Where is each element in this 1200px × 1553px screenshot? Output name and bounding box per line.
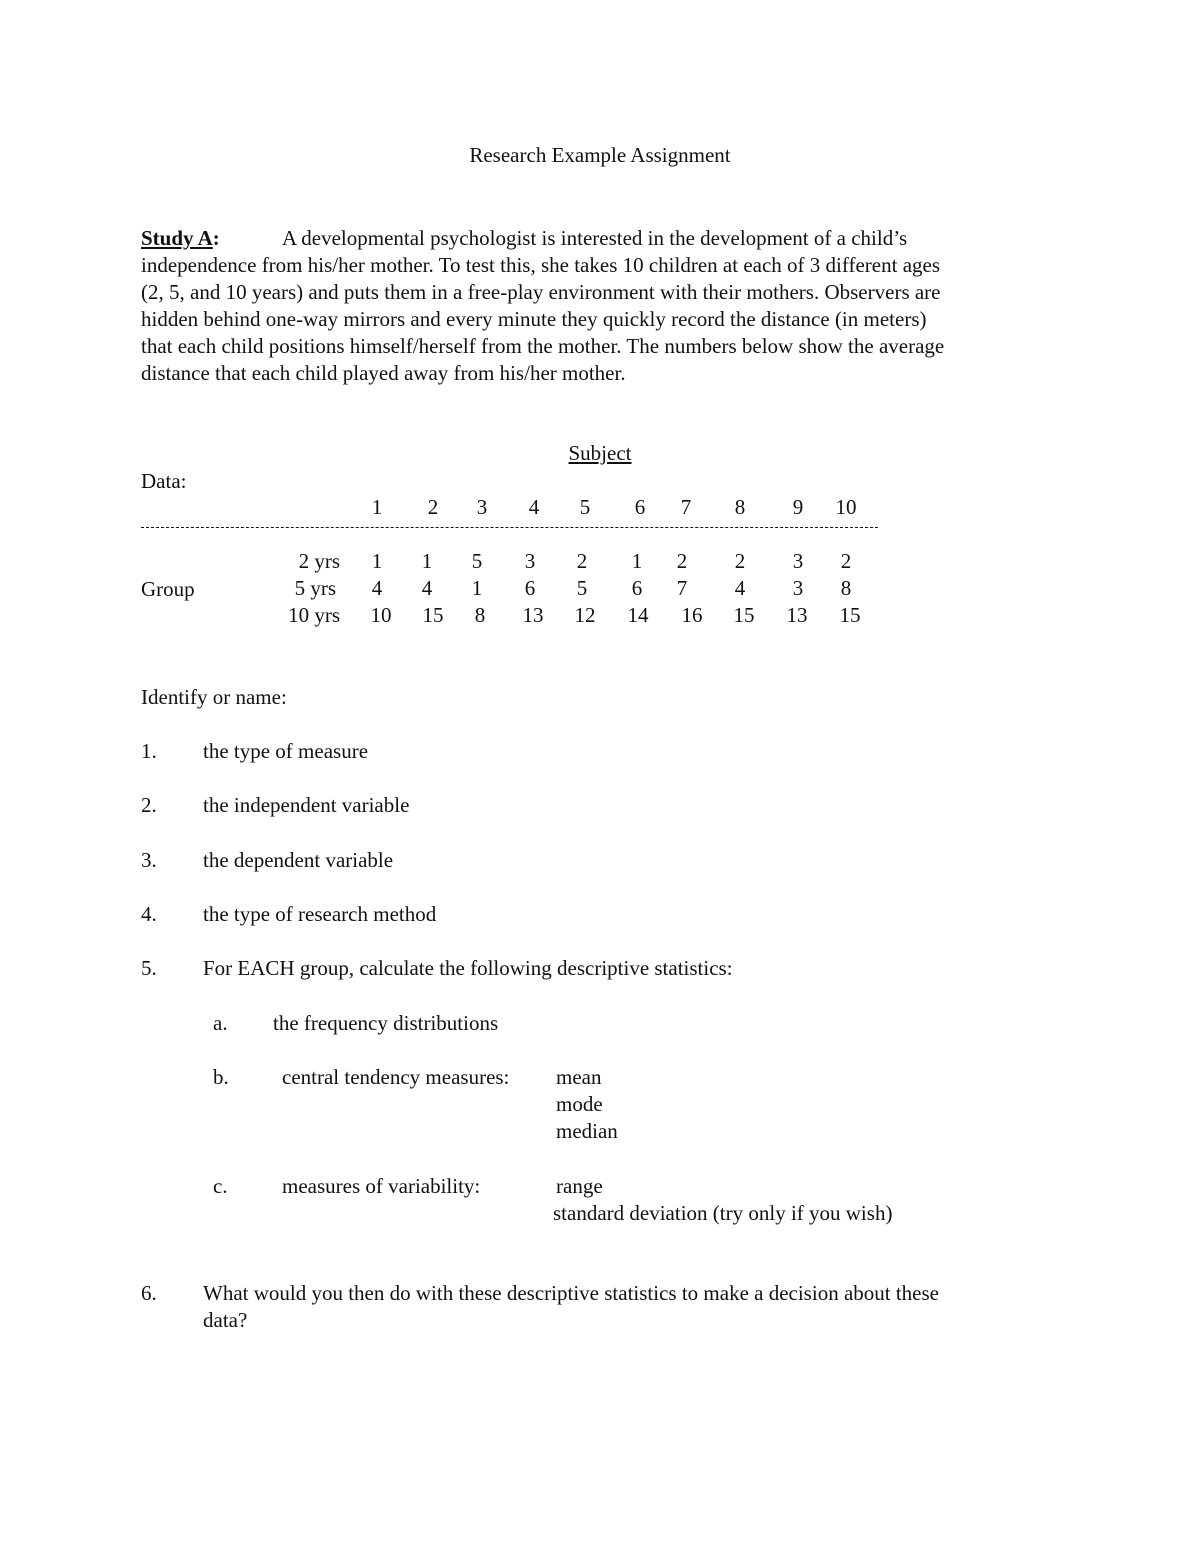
table-cell: 3: [524, 549, 536, 573]
sub-item-value: standard deviation (try only if you wish): [553, 1201, 893, 1225]
table-cell: 15: [733, 603, 755, 627]
group-label: Group: [141, 577, 195, 601]
table-cell: 13: [786, 603, 808, 627]
study-line-2: independence from his/her mother. To test this, she takes 10 children at each of 3 different ages: [141, 253, 941, 277]
subject-number: 6: [634, 495, 646, 519]
table-cell: 7: [676, 576, 688, 600]
study-line: [141, 225, 1061, 252]
table-cell: 1: [471, 576, 483, 600]
sub-item-letter: a.: [213, 1011, 228, 1035]
subject-number: 1: [371, 495, 383, 519]
study-line-6: distance that each child played away from his/her mother.: [141, 361, 626, 385]
question-number: 5.: [141, 956, 157, 980]
sub-item-text: measures of variability:: [282, 1174, 481, 1198]
table-cell: 2: [676, 549, 688, 573]
sub-item-letter: b.: [213, 1065, 229, 1089]
table-cell: 5: [471, 549, 483, 573]
table-cell: 5: [576, 576, 588, 600]
sub-item-value: median: [556, 1119, 618, 1143]
table-cell: 12: [574, 603, 596, 627]
table-cell: 4: [371, 576, 383, 600]
table-cell: 14: [627, 603, 649, 627]
study-line-5: that each child positions himself/herself from the mother. The numbers below show the average: [141, 334, 945, 358]
question-text: the dependent variable: [203, 848, 394, 872]
subject-number: 8: [734, 495, 746, 519]
subject-number: 3: [476, 495, 488, 519]
sub-item-value: mode: [556, 1092, 603, 1116]
question-text-continued: data?: [203, 1308, 248, 1332]
table-cell: 2: [840, 549, 852, 573]
study-line-4: hidden behind one-way mirrors and every minute they quickly record the distance (in meters): [141, 307, 927, 331]
table-cell: 1: [631, 549, 643, 573]
question-text: For EACH group, calculate the following descriptive statistics:: [203, 956, 733, 980]
table-cell: 6: [631, 576, 643, 600]
question-number: 1.: [141, 739, 157, 763]
study-label-colon: :: [212, 226, 220, 250]
table-cell: 16: [681, 603, 703, 627]
subject-number: 2: [427, 495, 439, 519]
question-text: What would you then do with these descriptive statistics to make a decision about these: [203, 1281, 939, 1305]
page-title: Research Example Assignment: [469, 143, 731, 167]
age-label: 5 yrs: [294, 576, 336, 600]
data-label: Data:: [141, 469, 187, 493]
table-cell: 8: [840, 576, 852, 600]
subject-number: 7: [680, 495, 692, 519]
table-cell: 8: [474, 603, 486, 627]
age-label: 2 yrs: [298, 549, 340, 573]
study-line-3: (2, 5, and 10 years) and puts them in a free-play environment with their mothers. Observers are: [141, 280, 941, 304]
table-cell: 15: [422, 603, 444, 627]
sub-item-letter: c.: [213, 1174, 228, 1198]
table-cell: 1: [371, 549, 383, 573]
question-text: the independent variable: [203, 793, 410, 817]
subject-number: 5: [579, 495, 591, 519]
table-cell: 2: [734, 549, 746, 573]
age-label: 10 yrs: [288, 603, 340, 627]
question-number: 2.: [141, 793, 157, 817]
sub-item-text: the frequency distributions: [273, 1011, 499, 1035]
study-label-text: Study A: [141, 226, 213, 250]
dashed-divider: [141, 527, 878, 528]
table-cell: 3: [792, 576, 804, 600]
subject-number: 10: [835, 495, 857, 519]
question-number: 3.: [141, 848, 157, 872]
table-cell: 13: [522, 603, 544, 627]
sub-item-value: range: [556, 1174, 603, 1198]
table-cell: 15: [839, 603, 861, 627]
question-text: the type of measure: [203, 739, 369, 763]
study-label: [141, 225, 282, 252]
study-line-1: A developmental psychologist is interested in the development of a child’s: [282, 226, 908, 250]
subject-number: 9: [792, 495, 804, 519]
subject-header: Subject: [568, 441, 632, 465]
table-cell: 6: [524, 576, 536, 600]
table-cell: 3: [792, 549, 804, 573]
questions-prompt: Identify or name:: [141, 685, 287, 709]
sub-item-value: mean: [556, 1065, 602, 1089]
study-description: [141, 225, 1061, 387]
question-number: 4.: [141, 902, 157, 926]
table-cell: 2: [576, 549, 588, 573]
question-number: 6.: [141, 1281, 157, 1305]
question-text: the type of research method: [203, 902, 437, 926]
table-cell: 10: [370, 603, 392, 627]
sub-item-text: central tendency measures:: [282, 1065, 510, 1089]
subject-number: 4: [528, 495, 540, 519]
table-cell: 4: [734, 576, 746, 600]
table-cell: 1: [421, 549, 433, 573]
table-cell: 4: [421, 576, 433, 600]
